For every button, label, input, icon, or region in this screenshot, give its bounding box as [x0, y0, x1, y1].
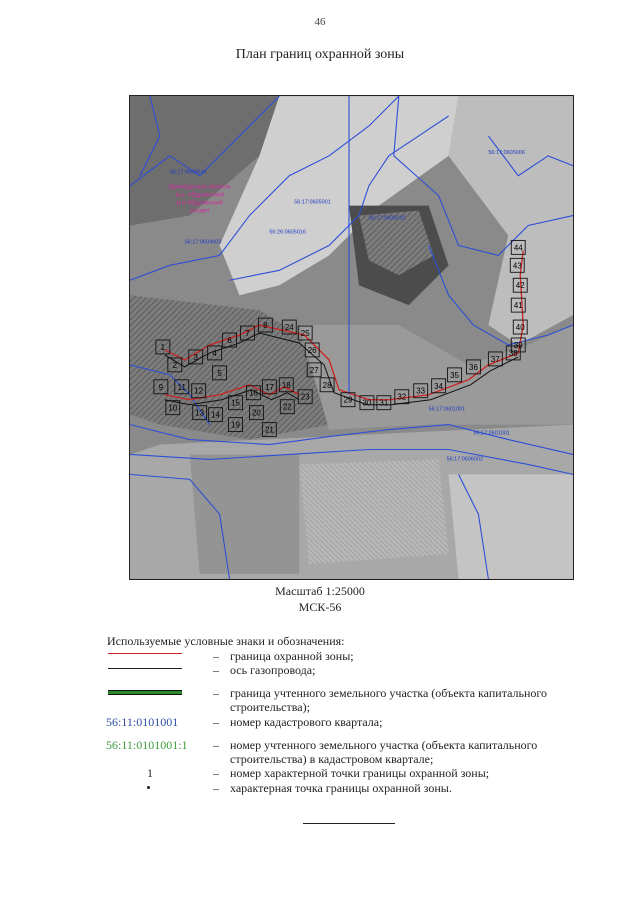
boundary-point-number: 5	[217, 368, 222, 378]
legend-symbol	[100, 738, 200, 752]
boundary-point-number: 1	[160, 342, 166, 352]
boundary-point-number: 10	[168, 403, 178, 413]
quarter-label: 56:17:0601001	[428, 406, 466, 413]
legend-text: граница учтенного земельного участка (объекта капитального строительства);	[230, 686, 548, 714]
legend-text: ось газопровода;	[230, 663, 316, 677]
boundary-point-number: 16	[249, 388, 258, 398]
boundary-point-number: 28	[322, 380, 332, 390]
boundary-point-number: 38	[508, 348, 518, 358]
legend-symbol	[100, 715, 200, 729]
quarter-label: 56:26:0605016	[269, 229, 306, 236]
legend-symbol	[100, 781, 200, 795]
boundary-point-number: 18	[281, 380, 291, 390]
page-number: 46	[314, 16, 326, 28]
boundary-point-number: 25	[300, 329, 310, 339]
black-line-icon	[108, 668, 182, 669]
field-area	[190, 454, 300, 573]
legend-symbol	[100, 766, 200, 780]
quarter-code-sample: 56:11:0101001	[106, 715, 179, 729]
boundary-point-number: 27	[309, 365, 319, 375]
legend-text: номер учтенного земельного участка (объекта капитального строительства) в кадастровом квартале;	[230, 738, 538, 766]
signature-line	[303, 823, 395, 824]
boundary-point-number: 29	[343, 395, 353, 405]
boundary-point-number: 17	[264, 382, 274, 392]
boundary-point-number: 6	[227, 335, 232, 345]
green-line-icon	[108, 690, 182, 695]
point-dot-icon	[147, 786, 150, 789]
red-line-icon	[108, 653, 182, 654]
boundary-point-number: 8	[263, 321, 268, 331]
map-scale: Масштаб 1:25000	[275, 584, 365, 598]
legend-symbol	[100, 663, 200, 677]
boundary-point-number: 41	[513, 301, 523, 311]
boundary-point-number: 26	[307, 345, 317, 355]
boundary-point-number: 2	[172, 360, 178, 370]
boundary-point-number: 34	[434, 381, 444, 391]
boundary-point-number: 15	[231, 398, 240, 408]
boundary-point-number: 21	[264, 425, 274, 435]
region-label-line: Оренбургская область	[168, 184, 231, 191]
boundary-point-number: 43	[512, 261, 522, 271]
field-area	[299, 459, 448, 564]
legend-dash: –	[213, 781, 219, 795]
quarter-label: 56:17:0605044	[169, 169, 207, 176]
legend-dash: –	[213, 686, 219, 700]
legend-dash: –	[213, 649, 219, 663]
boundary-point-number: 4	[212, 348, 217, 358]
quarter-label: 56:17:0605001	[294, 199, 331, 206]
boundary-point-number: 37	[490, 354, 500, 364]
boundary-point-number: 35	[450, 370, 459, 380]
quarter-label: 56:17:0604003	[184, 239, 222, 246]
boundary-point-number: 39	[513, 340, 523, 350]
boundary-point-number: 30	[362, 398, 372, 408]
boundary-point-number: 31	[379, 398, 389, 408]
region-label-line: с/совет	[189, 208, 210, 215]
map-image	[130, 96, 573, 579]
boundary-point-number: 22	[282, 402, 292, 412]
boundary-point-number: 44	[513, 243, 523, 253]
boundary-point-number: 13	[195, 408, 205, 418]
boundary-point-number: 40	[515, 323, 525, 333]
quarter-label: 56:17:0605006	[488, 149, 525, 156]
region-label-line: м.о. Абдулинский	[175, 192, 224, 199]
boundary-point-number: 33	[416, 386, 426, 396]
legend-text: номер кадастрового квартала;	[230, 715, 383, 729]
coordinate-system: МСК-56	[298, 600, 342, 614]
boundary-point-number: 7	[245, 329, 250, 339]
legend-text: номер характерной точки границы охранной зоны;	[230, 766, 490, 780]
boundary-point-number: 3	[193, 352, 198, 362]
quarter-label: 56:17:0601001	[473, 430, 510, 437]
region-label-line: р-н Абдулинский	[176, 200, 223, 207]
boundary-point-number: 14	[211, 410, 221, 420]
legend-symbol	[100, 686, 200, 700]
legend-dash: –	[213, 738, 219, 752]
boundary-point-number: 42	[515, 281, 525, 291]
page-title: План границ охранной зоны	[235, 47, 405, 62]
boundary-point-number: 19	[231, 420, 240, 430]
quarter-label: 56:17:0605010	[368, 215, 406, 222]
cadastral-map	[129, 95, 574, 580]
boundary-point-number: 9	[158, 382, 164, 392]
boundary-point-number: 24	[284, 323, 294, 333]
boundary-point-number: 36	[469, 362, 478, 372]
legend-dash: –	[213, 766, 219, 780]
boundary-point-number: 32	[397, 392, 407, 402]
legend-heading: Используемые условные знаки и обозначения:	[107, 634, 345, 648]
legend-symbol	[100, 649, 200, 663]
boundary-point-number: 23	[300, 392, 310, 402]
point-number-sample: 1	[147, 766, 153, 780]
boundary-point-number: 12	[194, 386, 204, 396]
boundary-point-number: 20	[251, 408, 261, 418]
legend-dash: –	[213, 715, 219, 729]
legend-text: характерная точка границы охранной зоны.	[230, 781, 452, 795]
boundary-point-number: 11	[177, 382, 186, 392]
legend-text: граница охранной зоны;	[230, 649, 354, 663]
parcel-code-sample: 56:11:0101001:1	[106, 738, 188, 752]
field-area	[449, 474, 573, 579]
quarter-label: 56:17:0606002	[446, 456, 484, 463]
legend-dash: –	[213, 663, 219, 677]
